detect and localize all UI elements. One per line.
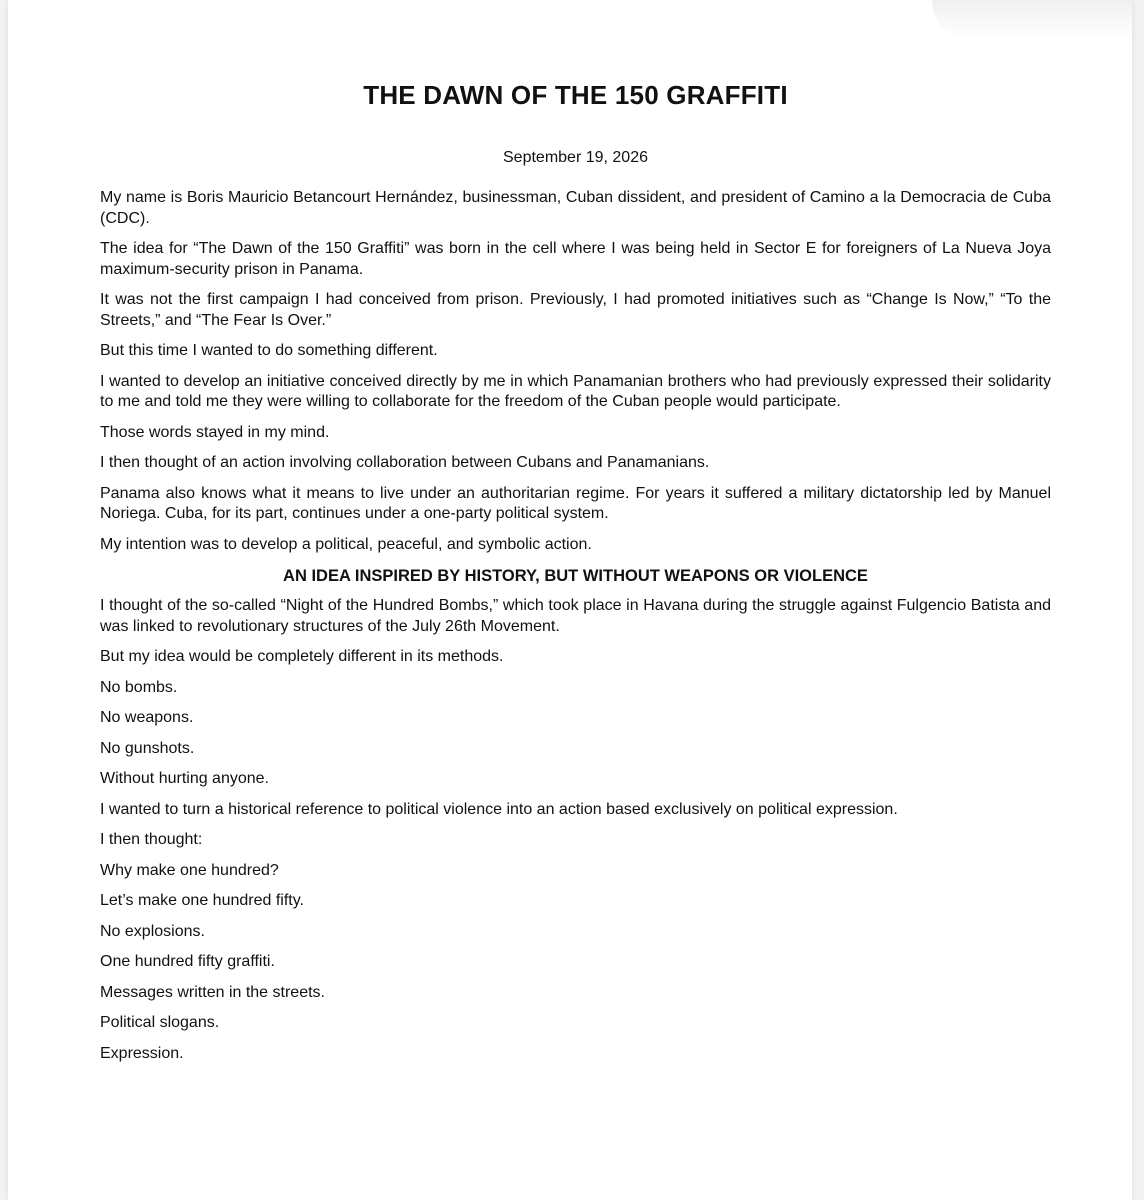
- paragraph: My name is Boris Mauricio Betancourt Hernández, businessman, Cuban dissident, and president of Camino a la Democracia de Cuba (CDC).: [100, 189, 1051, 227]
- section-heading: AN IDEA INSPIRED BY HISTORY, BUT WITHOUT WEAPONS OR VIOLENCE: [283, 567, 868, 585]
- paragraph: My intention was to develop a political, peaceful, and symbolic action.: [100, 535, 592, 553]
- paragraph: But this time I wanted to do something different.: [100, 342, 438, 359]
- document-body: [100, 188, 1051, 1064]
- paragraph: No bombs.: [100, 678, 178, 696]
- paragraph: Political slogans.: [100, 1014, 220, 1031]
- paragraph: I wanted to develop an initiative conceived directly by me in which Panamanian brothers who had previously expressed their solidarity to me and told me they were willing to collaborate for the freedom of the Cuban people would participate.: [100, 372, 1051, 410]
- document-title: THE DAWN OF THE 150 GRAFFITI: [363, 80, 788, 110]
- paragraph: No weapons.: [100, 709, 194, 726]
- paragraph: I thought of the so-called “Night of the Hundred Bombs,” which took place in Havana during the struggle against Fulgencio Batista and was linked to revolutionary structures of the July 26th Movement.: [100, 597, 1051, 635]
- paragraph: Those words stayed in my mind.: [100, 423, 330, 441]
- paragraph: Expression.: [100, 1044, 184, 1062]
- paragraph: I wanted to turn a historical reference to political violence into an action based exclusively on political expression.: [100, 800, 898, 818]
- paragraph: I then thought of an action involving collaboration between Cubans and Panamanians.: [100, 454, 710, 471]
- paragraph: I then thought:: [100, 831, 203, 848]
- paragraph: Let’s make one hundred fifty.: [100, 892, 304, 909]
- paragraph: Without hurting anyone.: [100, 770, 269, 787]
- paragraph: Why make one hundred?: [100, 861, 279, 879]
- paragraph: The idea for “The Dawn of the 150 Graffiti” was born in the cell where I was being held in Sector E for foreigners of La Nueva Joya maximum-security prison in Panama.: [100, 240, 1051, 278]
- document-date: September 19, 2026: [503, 149, 648, 166]
- page-corner-shadow: [932, 0, 1132, 40]
- paragraph: But my idea would be completely different in its methods.: [100, 648, 504, 665]
- paragraph: Messages written in the streets.: [100, 983, 325, 1001]
- paragraph: Panama also knows what it means to live under an authoritarian regime. For years it suffered a military dictatorship led by Manuel Noriega. Cuba, for its part, continues under a one-party political system.: [100, 484, 1051, 522]
- paragraph: No explosions.: [100, 922, 205, 940]
- document-page: [8, 0, 1132, 1200]
- paragraph: No gunshots.: [100, 739, 195, 757]
- paragraph: It was not the first campaign I had conceived from prison. Previously, I had promoted initiatives such as “Change Is Now,” “To the Streets,” and “The Fear Is Over.”: [100, 291, 1051, 329]
- paragraph: One hundred fifty graffiti.: [100, 953, 275, 970]
- document-content: [100, 78, 1051, 1074]
